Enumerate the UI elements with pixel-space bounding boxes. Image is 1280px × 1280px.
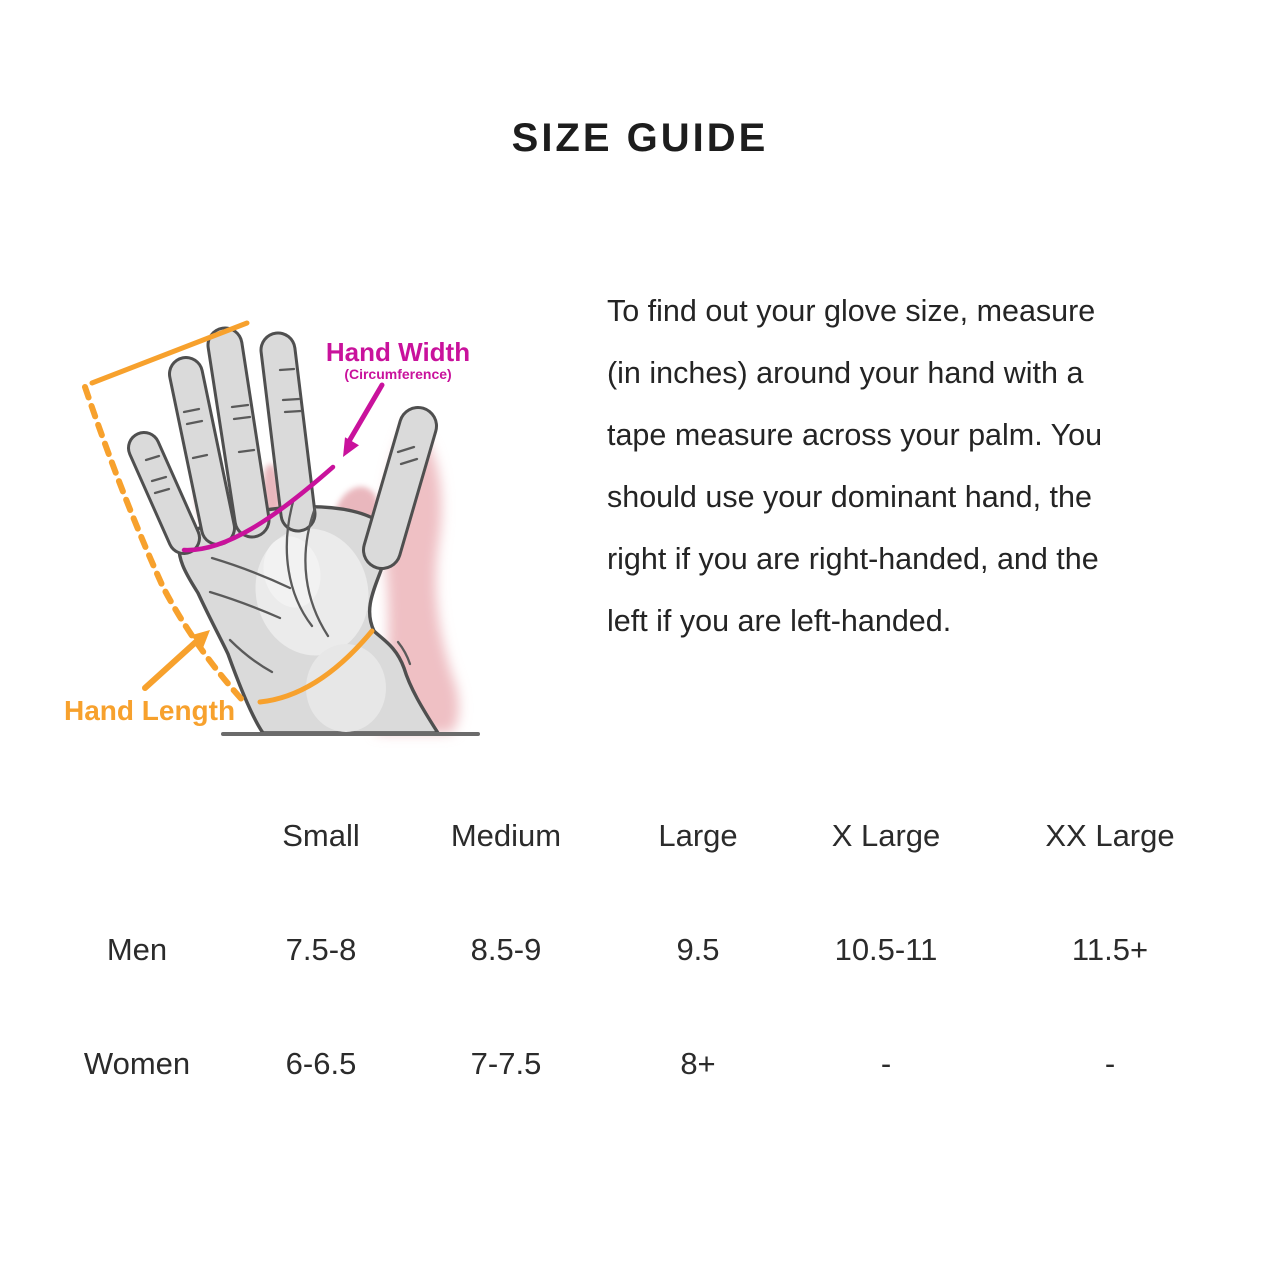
row-label-men: Men xyxy=(106,932,168,967)
instruction-line: tape measure across your palm. You xyxy=(607,418,1103,452)
size-cell: 11.5+ xyxy=(1071,932,1149,967)
size-table-men-row xyxy=(62,926,1262,974)
hand-width-sublabel: (Circumference) xyxy=(344,366,452,382)
size-cell: 8+ xyxy=(680,1046,716,1081)
hand-length-arrow-line xyxy=(145,640,198,688)
size-cell: 8.5-9 xyxy=(470,932,542,967)
size-table-women-row xyxy=(62,1040,1262,1088)
instruction-line: left if you are left-handed. xyxy=(607,604,952,638)
column-header-medium: Medium xyxy=(450,818,562,853)
hand-measurement-diagram xyxy=(60,290,580,760)
size-cell: 7-7.5 xyxy=(470,1046,542,1081)
size-cell: - xyxy=(1104,1046,1116,1081)
row-label-women: Women xyxy=(83,1046,191,1081)
instruction-line: (in inches) around your hand with a xyxy=(607,356,1084,390)
column-header-x-large: X Large xyxy=(831,818,941,853)
instruction-line: right if you are right-handed, and the xyxy=(607,542,1099,576)
instruction-line: To find out your glove size, measure xyxy=(607,294,1096,328)
instructions-paragraph xyxy=(607,280,1247,652)
size-cell: - xyxy=(880,1046,892,1081)
size-cell: 6-6.5 xyxy=(285,1046,357,1081)
instruction-line: should use your dominant hand, the xyxy=(607,480,1092,514)
size-cell: 7.5-8 xyxy=(285,932,357,967)
size-cell: 10.5-11 xyxy=(834,932,938,967)
column-header-xx-large: XX Large xyxy=(1045,818,1175,853)
column-header-large: Large xyxy=(658,818,738,853)
size-table-header-row xyxy=(62,812,1262,860)
page-title: SIZE GUIDE xyxy=(511,116,769,160)
column-header-small: Small xyxy=(282,818,360,853)
hand-width-arrow-line xyxy=(348,385,382,443)
hand-length-label: Hand Length xyxy=(64,695,236,726)
hand-width-label: Hand Width xyxy=(325,337,471,367)
size-cell: 9.5 xyxy=(676,932,720,967)
